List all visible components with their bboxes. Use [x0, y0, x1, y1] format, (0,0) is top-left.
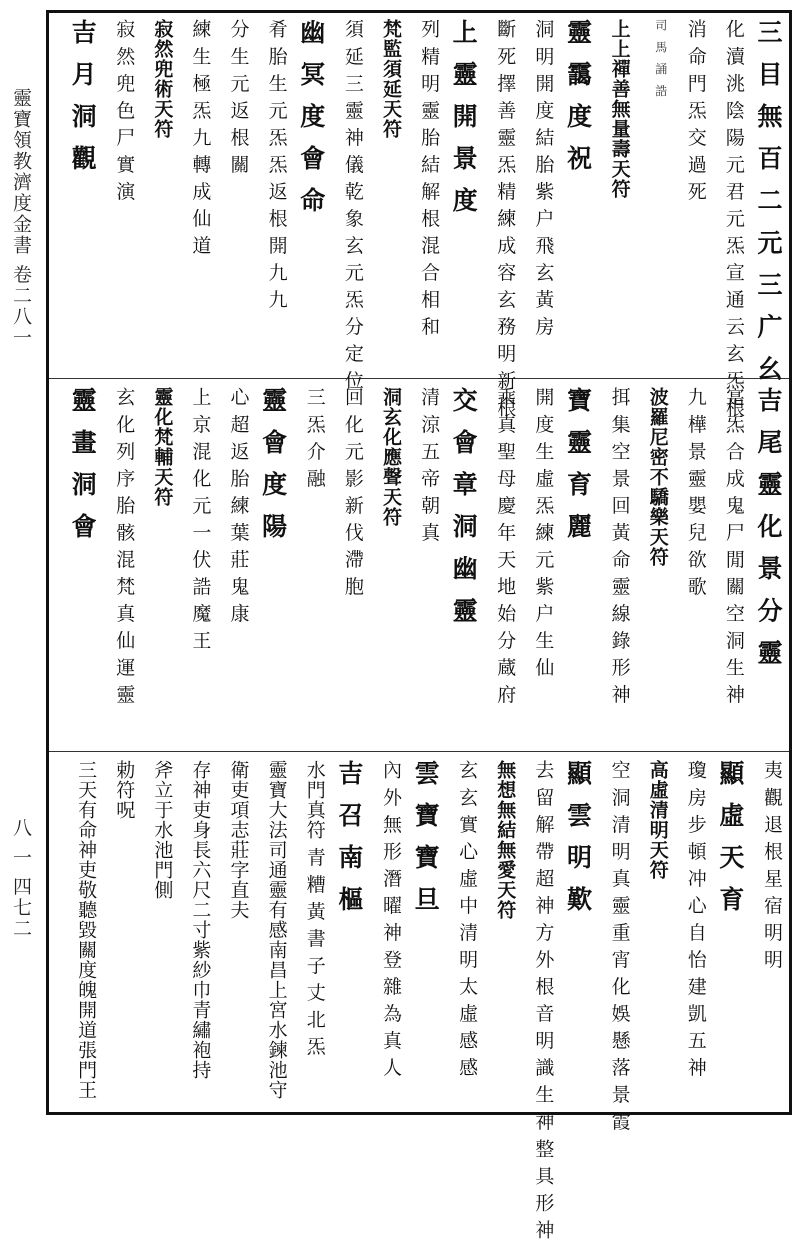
seal-character-column: 靈 會 度 陽 [258, 387, 288, 540]
band-divider [49, 378, 789, 379]
text-column: 心 超 返 胎 練 葉 莊 鬼 康 [227, 387, 250, 624]
text-column: 司 馬 誦 誥 [653, 19, 668, 100]
text-column: 內 外 無 形 潛 曜 神 登 雜 為 真 人 [379, 760, 402, 1078]
text-column: 三天有命神吏敬聽毀關度魄開道張門王 [75, 760, 98, 1100]
seal-character-column: 雲 寶 寶 旦 [411, 760, 441, 913]
seal-character-column: 寶 靈 育 麗 [563, 387, 593, 540]
text-column: 上 京 混 化 元 一 伏 誥 魔 王 [189, 387, 212, 651]
band-divider [49, 751, 789, 752]
volume-title: 靈寶領教濟度金書 卷二八一 [10, 88, 32, 349]
text-column: 清 涼 五 帝 朝 真 [418, 387, 441, 543]
text-column: 寔 炁 合 成 鬼 尸 閒 關 空 洞 生 神 [722, 387, 745, 705]
seal-character-column: 吉 召 南 樞 [334, 760, 364, 913]
talisman-title: 無想無結無愛天符 [494, 760, 517, 920]
text-column: 洞 明 開 度 結 胎 紫 户 飛 玄 黃 房 [532, 19, 555, 337]
text-column: 斷 死 擇 善 靈 炁 精 練 成 容 玄 務 明 新 根 [494, 19, 517, 418]
page-frame [46, 10, 792, 1240]
text-column: 肴 胎 生 元 炁 炁 返 根 開 九 九 [265, 19, 288, 310]
text-column: 消 命 門 炁 交 過 死 [684, 19, 707, 202]
talisman-title: 波羅尼密不驕樂天符 [646, 387, 669, 567]
seal-character-column: 幽 冥 度 會 命 [296, 19, 326, 214]
seal-character-column: 靈 靄 度 祝 [563, 19, 593, 172]
talisman-band-1 [49, 13, 789, 418]
text-column: 三 炁 介 融 [303, 387, 326, 489]
seal-character-column: 三 目 無 百 二 元 三 广 幺 [754, 19, 783, 382]
seal-character-column: 交 會 章 洞 幽 靈 [449, 387, 479, 624]
text-column: 寂 然 兜 色 尸 實 演 [113, 19, 136, 202]
talisman-band-3 [49, 754, 789, 1240]
text-column: 空 洞 清 明 真 靈 重 宵 化 娛 懸 落 景 霞 [608, 760, 631, 1132]
text-column: 開 度 生 虛 炁 練 元 紫 户 生 仙 [532, 387, 555, 678]
text-column: 夷 觀 退 根 星 宿 明 明 [761, 760, 783, 970]
talisman-title: 寂然兜術天符 [151, 19, 174, 139]
seal-character-column: 靈 畫 洞 會 [68, 387, 98, 540]
seal-character-column: 上 靈 開 景 度 [449, 19, 479, 214]
text-column: 乘 真 聖 母 慶 年 天 地 始 分 蔵 府 [494, 387, 517, 705]
seal-character-column: 顯 雲 明 歎 [563, 760, 593, 913]
text-column: 瓊 房 步 頓 冲 心 自 怡 建 凱 五 神 [684, 760, 707, 1078]
text-column: 勅符呪 [113, 760, 136, 820]
text-column: 挕 集 空 景 回 黃 命 靈 線 錄 形 神 [608, 387, 631, 705]
seal-character-column: 顯 虛 天 育 [715, 760, 745, 913]
text-column: 須 延 三 靈 神 儀 乾 象 玄 元 炁 分 定 位 [341, 19, 364, 391]
talisman-title: 梵監須延天符 [379, 19, 402, 139]
text-column: 玄 化 列 序 胎 骸 混 梵 真 仙 運 靈 [113, 387, 136, 705]
seal-character-column: 吉 月 洞 觀 [68, 19, 98, 172]
talisman-title: 洞玄化應聲天符 [379, 387, 402, 527]
seal-character-column: 吉 尾 靈 化 景 分 靈 [754, 387, 783, 666]
text-column: 玄 玄 實 心 虛 中 清 明 太 虛 感 感 [456, 760, 479, 1078]
text-column: 衛吏項志莊字直夫 [227, 760, 250, 920]
text-column: 靈寶大法司通靈有感南昌上宮水鍊池守 [265, 760, 288, 1100]
page-number: 八 一 四七二 [10, 818, 32, 940]
talisman-title: 高虛清明天符 [646, 760, 669, 880]
text-column: 列 精 明 靈 胎 結 解 根 混 合 相 和 [418, 19, 441, 337]
talisman-band-2 [49, 381, 789, 748]
text-column: 回 化 元 影 新 伐 滯 胞 [341, 387, 364, 597]
text-column: 分 生 元 返 根 關 [227, 19, 250, 175]
text-column: 存神吏身長六尺二寸紫紗巾青繡袍持 [189, 760, 212, 1080]
text-column: 水門真符 青 糟 黃 書 子 丈 北 炁 [303, 760, 326, 1057]
talisman-title: 靈化梵輔天符 [151, 387, 174, 507]
text-column: 去 留 解 帶 超 神 方 外 根 音 明 識 生 神 整 具 形 神 [532, 760, 555, 1240]
text-column: 練 生 極 炁 九 轉 成 仙 道 [189, 19, 212, 256]
text-column: 九 樺 景 靈 嬰 兒 欲 歌 [684, 387, 707, 597]
text-column: 化 瀆 洮 陰 陽 元 君 元 炁 宣 通 云 玄 炁 根 [722, 19, 745, 418]
text-column: 斧立于水池門側 [151, 760, 174, 900]
talisman-title: 上上禪善無量壽天符 [608, 19, 631, 199]
